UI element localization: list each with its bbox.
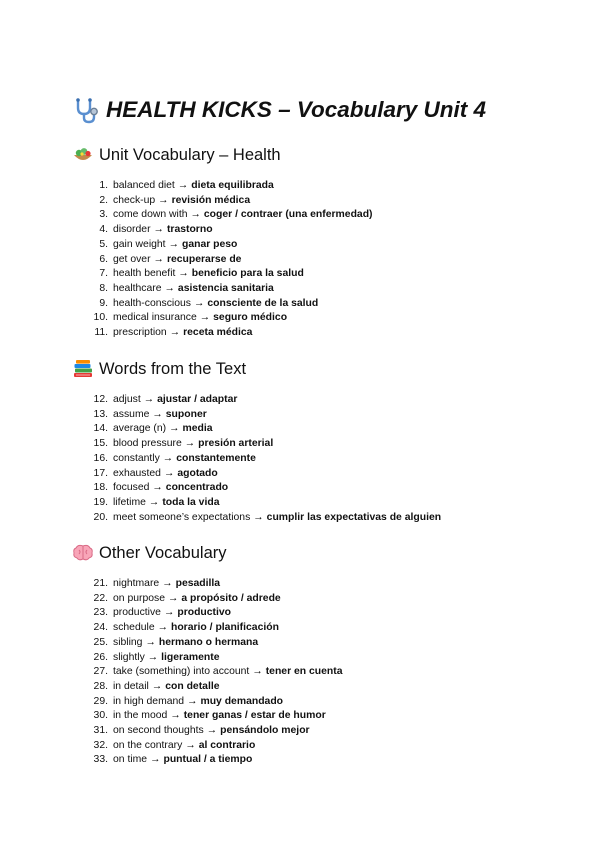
spanish-translation: al contrario [198, 739, 256, 751]
spanish-translation: consciente de la salud [207, 297, 319, 309]
arrow-icon: → [168, 238, 179, 250]
section-heading-words-from-text [72, 359, 246, 379]
arrow-icon: → [187, 695, 198, 707]
spanish-translation: ligeramente [161, 651, 220, 663]
item-number: 33. [93, 754, 108, 766]
books-icon [72, 359, 94, 379]
english-term: productive [113, 607, 161, 619]
item-number: 11. [94, 327, 108, 339]
english-term: in the mood [113, 710, 168, 722]
arrow-icon: → [151, 680, 163, 692]
vocabulary-item [85, 467, 441, 482]
spanish-translation: cumplir las expectativas de alguien [266, 511, 442, 523]
english-term: on time [113, 754, 148, 766]
vocabulary-item [85, 511, 441, 526]
vocabulary-item [85, 223, 373, 238]
english-term: meet someone’s expectations [113, 511, 251, 523]
spanish-translation: concentrado [165, 482, 229, 494]
vocabulary-item [85, 437, 441, 452]
english-term: focused [113, 482, 150, 494]
english-term: exhausted [113, 467, 161, 479]
stethoscope-icon [72, 96, 100, 124]
item-number: 8. [99, 282, 108, 294]
english-term: health benefit [113, 268, 176, 280]
vocabulary-item [85, 238, 373, 253]
vocabulary-item [85, 724, 343, 739]
spanish-translation: pensándolo mejor [220, 725, 310, 737]
english-term: average (n) [113, 423, 167, 435]
section-heading-text: Unit Vocabulary – Health [99, 145, 281, 164]
english-term: nightmare [113, 578, 160, 589]
spanish-translation: a propósito / adrede [181, 592, 281, 604]
arrow-icon: → [153, 224, 164, 236]
english-term: adjust [113, 394, 141, 405]
item-number: 21. [93, 578, 108, 589]
spanish-translation: tener ganas / estar de humor [183, 710, 326, 722]
vocabulary-list-other [85, 577, 343, 768]
item-number: 3. [99, 209, 108, 221]
page-title [72, 96, 486, 124]
vocabulary-item [85, 326, 373, 341]
arrow-icon: → [169, 327, 181, 339]
item-number: 10. [93, 312, 108, 324]
vocabulary-item [85, 311, 373, 326]
vocabulary-item [85, 282, 373, 297]
vocabulary-item [85, 592, 343, 607]
vocabulary-item [85, 422, 441, 437]
item-number: 7. [99, 268, 108, 280]
english-term: disorder [113, 224, 151, 236]
english-term: lifetime [113, 496, 146, 508]
item-number: 17. [93, 467, 108, 479]
arrow-icon: → [185, 739, 196, 751]
arrow-icon: → [158, 194, 169, 206]
english-term: gain weight [113, 238, 166, 250]
item-number: 5. [99, 238, 108, 250]
item-number: 20. [93, 511, 108, 523]
spanish-translation: muy demandado [200, 695, 284, 707]
english-term: on second thoughts [113, 725, 204, 737]
english-term: prescription [113, 327, 167, 339]
english-term: check-up [113, 194, 156, 206]
arrow-icon: → [152, 482, 163, 494]
arrow-icon: → [162, 578, 173, 589]
vocabulary-item [85, 651, 343, 666]
arrow-icon: → [168, 592, 179, 604]
vocabulary-item [85, 665, 343, 680]
spanish-translation: asistencia sanitaria [177, 282, 274, 294]
spanish-translation: trastorno [166, 224, 213, 236]
item-number: 29. [93, 695, 108, 707]
item-number: 28. [93, 680, 108, 692]
vocabulary-item [85, 680, 343, 695]
arrow-icon: → [148, 496, 160, 508]
vocabulary-item [85, 267, 373, 282]
english-term: in high demand [113, 695, 185, 707]
vocabulary-item [85, 753, 343, 768]
vocabulary-item [85, 179, 373, 194]
arrow-icon: → [170, 710, 181, 722]
arrow-icon: → [143, 394, 155, 405]
english-term: schedule [113, 622, 155, 634]
section-heading-unit-vocabulary [72, 145, 281, 165]
item-number: 32. [93, 739, 108, 751]
arrow-icon: → [153, 253, 164, 265]
english-term: blood pressure [113, 438, 182, 450]
vocabulary-item [85, 496, 441, 511]
brain-icon [72, 543, 94, 563]
spanish-translation: con detalle [165, 680, 220, 692]
item-number: 26. [93, 651, 108, 663]
spanish-translation: coger / contraer (una enfermedad) [203, 209, 373, 221]
item-number: 23. [93, 607, 108, 619]
vocabulary-item [85, 636, 343, 651]
english-term: in detail [113, 680, 149, 692]
arrow-icon: → [252, 666, 263, 678]
arrow-icon: → [199, 312, 211, 324]
english-term: constantly [113, 452, 160, 464]
vocabulary-list-text [85, 393, 441, 525]
spanish-translation: horario / planificación [170, 622, 279, 634]
english-term: balanced diet [113, 180, 175, 191]
vocabulary-item [85, 695, 343, 710]
item-number: 27. [93, 666, 108, 678]
section-heading-text: Other Vocabulary [99, 543, 227, 562]
page-title-text: HEALTH KICKS – Vocabulary Unit 4 [106, 97, 487, 122]
spanish-translation: receta médica [183, 327, 253, 339]
item-number: 9. [99, 297, 108, 309]
english-term: assume [113, 408, 150, 420]
spanish-translation: pesadilla [175, 578, 221, 589]
spanish-translation: ajustar / adaptar [157, 394, 238, 405]
vocabulary-item [85, 194, 373, 209]
arrow-icon: → [150, 754, 161, 766]
spanish-translation: presión arterial [198, 438, 274, 450]
arrow-icon: → [206, 725, 218, 737]
spanish-translation: agotado [177, 467, 218, 479]
vocabulary-item [85, 452, 441, 467]
section-heading-other-vocabulary [72, 543, 227, 563]
arrow-icon: → [177, 180, 189, 191]
vocabulary-item [85, 208, 373, 223]
arrow-icon: → [178, 268, 189, 280]
vocabulary-list-unit [85, 179, 373, 341]
english-term: on purpose [113, 592, 165, 604]
item-number: 19. [93, 496, 108, 508]
spanish-translation: puntual / a tiempo [163, 754, 253, 766]
spanish-translation: productivo [177, 607, 232, 619]
vocabulary-item [85, 297, 373, 312]
spanish-translation: suponer [165, 408, 207, 420]
spanish-translation: hermano o hermana [158, 636, 259, 648]
spanish-translation: revisión médica [171, 194, 251, 206]
section-heading-text: Words from the Text [99, 359, 247, 378]
arrow-icon: → [145, 636, 156, 648]
spanish-translation: constantemente [176, 452, 256, 464]
english-term: healthcare [113, 282, 162, 294]
item-number: 12. [93, 394, 108, 405]
item-number: 24. [93, 622, 108, 634]
english-term: sibling [113, 636, 143, 648]
spanish-translation: seguro médico [213, 312, 288, 324]
item-number: 6. [99, 253, 108, 265]
spanish-translation: media [182, 423, 213, 435]
arrow-icon: → [190, 209, 201, 221]
arrow-icon: → [163, 607, 175, 619]
vocabulary-item [85, 739, 343, 754]
item-number: 30. [93, 710, 108, 722]
arrow-icon: → [162, 452, 174, 464]
item-number: 22. [93, 592, 108, 604]
spanish-translation: recuperarse de [166, 253, 242, 265]
arrow-icon: → [253, 511, 264, 523]
vocabulary-item [85, 606, 343, 621]
item-number: 2. [99, 194, 108, 206]
item-number: 16. [93, 452, 108, 464]
vocabulary-item [85, 408, 441, 423]
vocabulary-item [85, 481, 441, 496]
arrow-icon: → [147, 651, 159, 663]
english-term: health-conscious [113, 297, 191, 309]
item-number: 18. [93, 482, 108, 494]
arrow-icon: → [193, 297, 205, 309]
item-number: 1. [99, 180, 108, 191]
arrow-icon: → [152, 408, 163, 420]
spanish-translation: ganar peso [181, 238, 238, 250]
item-number: 25. [93, 636, 108, 648]
english-term: come down with [113, 209, 188, 221]
spanish-translation: tener en cuenta [265, 666, 343, 678]
english-term: get over [113, 253, 151, 265]
vocabulary-item [85, 393, 441, 408]
vocabulary-item [85, 253, 373, 268]
arrow-icon: → [169, 423, 180, 435]
arrow-icon: → [163, 467, 175, 479]
vocabulary-item [85, 577, 343, 592]
arrow-icon: → [164, 282, 175, 294]
item-number: 14. [93, 423, 108, 435]
english-term: take (something) into account [113, 666, 250, 678]
english-term: slightly [113, 651, 145, 663]
arrow-icon: → [184, 438, 196, 450]
spanish-translation: toda la vida [162, 496, 220, 508]
item-number: 15. [93, 438, 108, 450]
salad-bowl-icon [72, 145, 94, 165]
spanish-translation: beneficio para la salud [191, 268, 304, 280]
item-number: 4. [99, 224, 108, 236]
vocabulary-item [85, 709, 343, 724]
item-number: 13. [93, 408, 108, 420]
item-number: 31. [93, 725, 108, 737]
spanish-translation: dieta equilibrada [191, 180, 274, 191]
english-term: on the contrary [113, 739, 183, 751]
vocabulary-item [85, 621, 343, 636]
english-term: medical insurance [113, 312, 197, 324]
arrow-icon: → [157, 622, 168, 634]
